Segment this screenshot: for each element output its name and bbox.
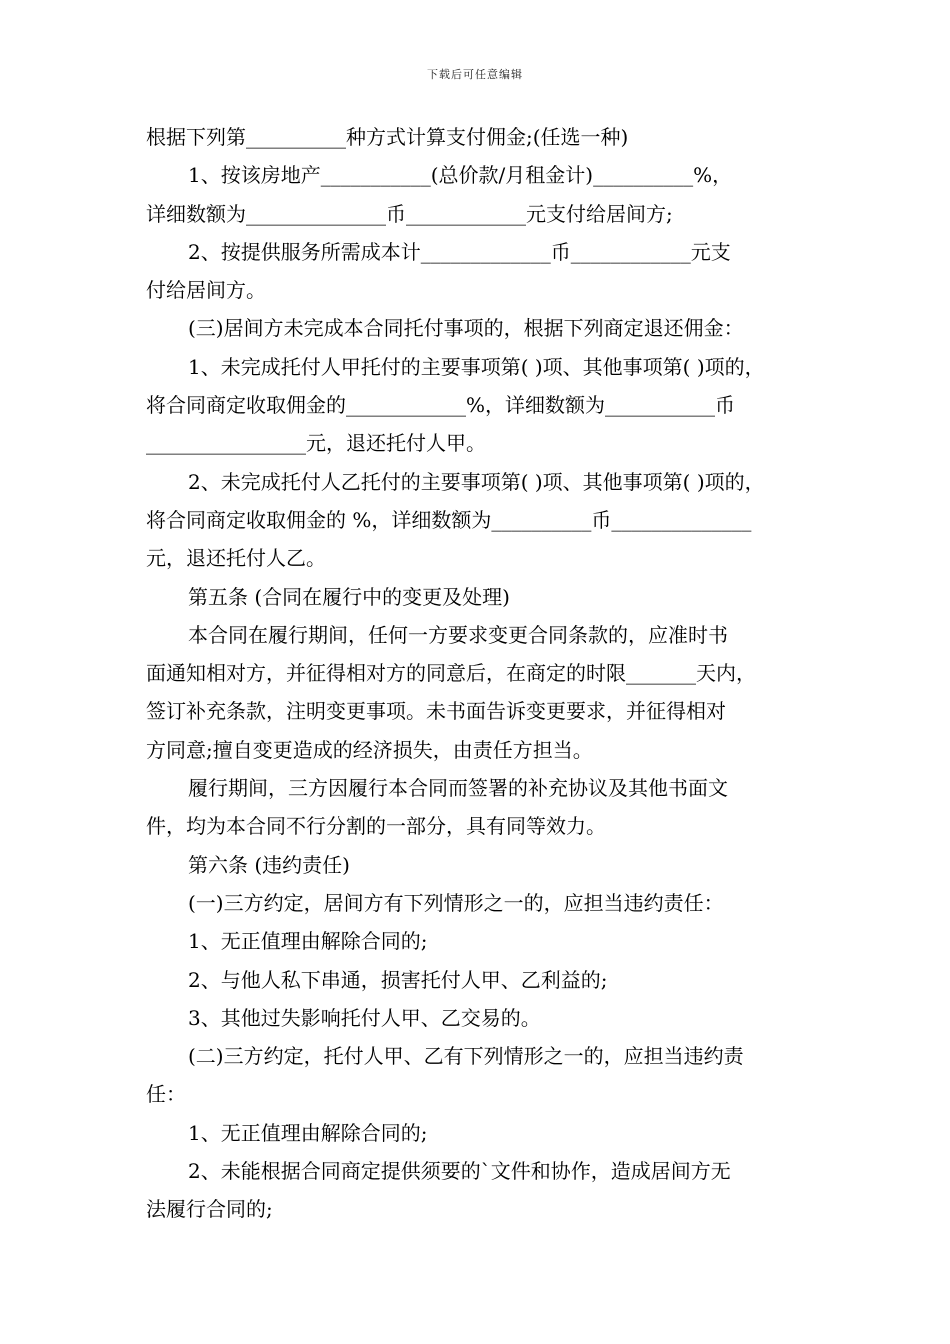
text-line: (三)居间方未完成本合同托付事项的，根据下列商定退还佣金： — [188, 316, 744, 341]
document-body — [146, 118, 816, 1229]
text-line: 履行期间，三方因履行本合同而签署的补充协议及其他书面文 — [188, 776, 728, 801]
text-line: 第六条 (违约责任) — [188, 852, 350, 877]
text-line: ________________元，退还托付人甲。 — [146, 431, 486, 456]
text-line: 面通知相对方，并征得相对方的同意后，在商定的时限_______天内， — [146, 661, 756, 686]
text-line: (一)三方约定，居间方有下列情形之一的，应担当违约责任： — [188, 890, 724, 915]
text-line: 详细数额为______________币____________元支付给居间方; — [146, 201, 673, 226]
text-line: (二)三方约定，托付人甲、乙有下列情形之一的，应担当违约责 — [188, 1044, 744, 1069]
text-line: 3、其他过失影响托付人甲、乙交易的。 — [188, 1005, 541, 1030]
text-line: 签订补充条款，注明变更事项。未书面告诉变更要求，并征得相对 — [146, 699, 726, 724]
text-line: 法履行合同的; — [146, 1197, 273, 1222]
text-line: 付给居间方。 — [146, 278, 266, 303]
text-line: 将合同商定收取佣金的 %，详细数额为__________币______________ — [146, 507, 752, 532]
text-line: 方同意;擅自变更造成的经济损失，由责任方担当。 — [146, 737, 593, 762]
page-header: 下载后可任意编辑 — [427, 68, 523, 81]
text-line: 1、按该房地产___________(总价款/月租金计)__________%， — [188, 163, 733, 188]
text-line: 1、未完成托付人甲托付的主要事项第( )项、其他事项第( )项的， — [188, 354, 765, 379]
text-line: 2、按提供服务所需成本计_____________币____________元支 — [188, 239, 731, 264]
text-line: 2、未完成托付人乙托付的主要事项第( )项、其他事项第( )项的， — [188, 469, 765, 494]
text-line: 1、无正值理由解除合同的; — [188, 929, 428, 954]
text-line: 元，退还托付人乙。 — [146, 546, 326, 571]
text-line: 第五条 (合同在履行中的变更及处理) — [188, 584, 510, 609]
text-line: 根据下列第__________种方式计算支付佣金;(任选一种) — [146, 125, 629, 149]
text-line: 将合同商定收取佣金的____________%，详细数额为___________币 — [146, 393, 736, 418]
text-line: 件，均为本合同不行分割的一部分，具有同等效力。 — [146, 814, 606, 839]
text-line: 本合同在履行期间，任何一方要求变更合同条款的，应准时书 — [188, 622, 728, 647]
text-line: 2、与他人私下串通，损害托付人甲、乙利益的; — [188, 967, 608, 992]
text-line: 任： — [146, 1082, 186, 1107]
text-line: 1、无正值理由解除合同的; — [188, 1120, 428, 1145]
text-line: 2、未能根据合同商定提供须要的`文件和协作，造成居间方无 — [188, 1159, 731, 1184]
